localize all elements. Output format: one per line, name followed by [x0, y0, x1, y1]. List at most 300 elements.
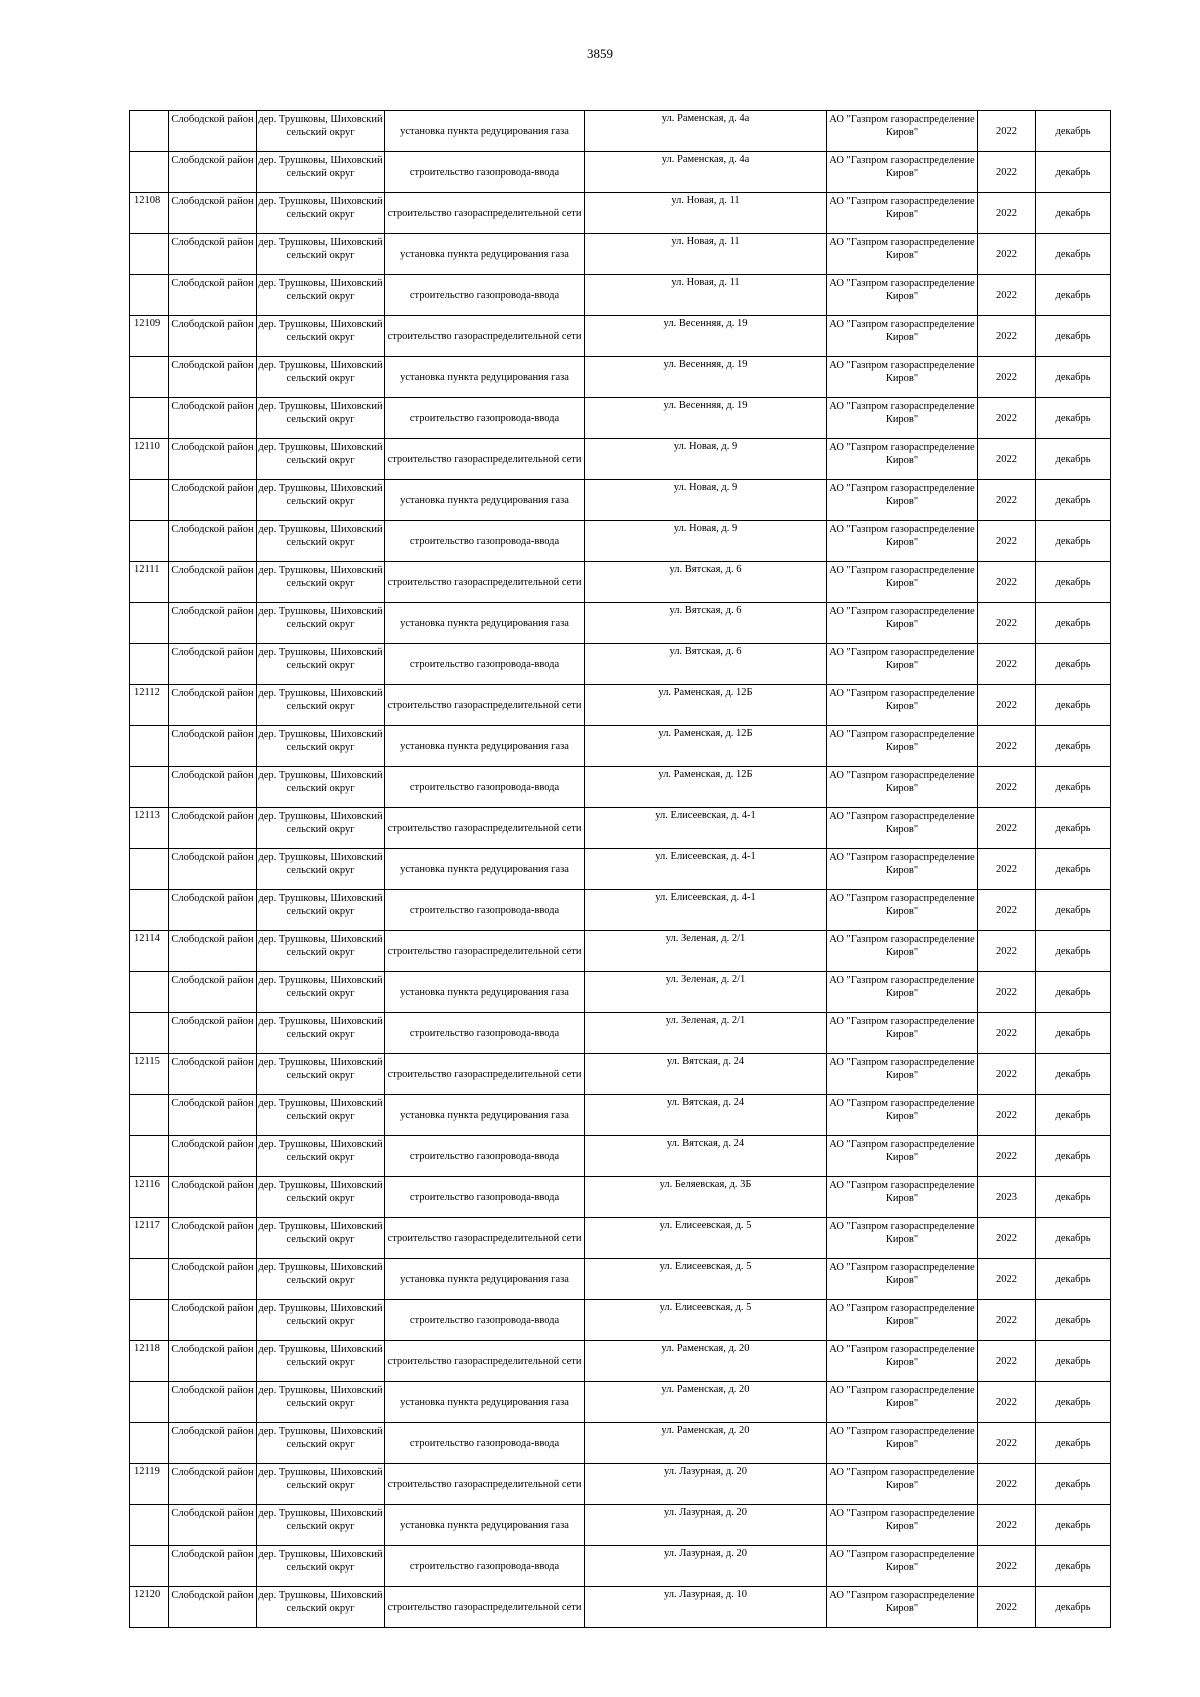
month-cell: декабрь	[1036, 1587, 1111, 1628]
row-number-cell: 12120	[130, 1587, 169, 1628]
settlement-cell-text: дер. Трушковы, Шиховский сельский округ	[258, 1302, 383, 1327]
work-type-cell: установка пункта редуцирования газа	[385, 111, 585, 152]
district-cell-text: Слободской район	[171, 1548, 254, 1560]
work-type-cell: строительство газопровода-ввода	[385, 1423, 585, 1464]
settlement-cell-text: дер. Трушковы, Шиховский сельский округ	[258, 1138, 383, 1163]
address-cell: ул. Елисеевская, д. 4-1	[585, 890, 827, 931]
address-cell: ул. Новая, д. 11	[585, 234, 827, 275]
district-cell	[169, 972, 257, 1013]
table-row	[130, 726, 1111, 767]
table-row	[130, 972, 1111, 1013]
settlement-cell-text: дер. Трушковы, Шиховский сельский округ	[258, 1220, 383, 1245]
district-cell	[169, 767, 257, 808]
year-cell: 2022	[978, 849, 1036, 890]
address-cell: ул. Вятская, д. 24	[585, 1136, 827, 1177]
page-number: 3859	[587, 46, 613, 61]
table-row	[130, 1423, 1111, 1464]
district-cell-text: Слободской район	[171, 154, 254, 166]
settlement-cell	[257, 1341, 385, 1382]
year-cell: 2022	[978, 439, 1036, 480]
month-cell: декабрь	[1036, 685, 1111, 726]
district-cell	[169, 1136, 257, 1177]
work-type-cell: строительство газораспределительной сети	[385, 439, 585, 480]
settlement-cell-text: дер. Трушковы, Шиховский сельский округ	[258, 974, 383, 999]
work-type-cell: строительство газопровода-ввода	[385, 1300, 585, 1341]
row-number-cell	[130, 1423, 169, 1464]
organization-cell-text: АО "Газпром газораспределение Киров"	[829, 1261, 975, 1286]
work-type-cell: строительство газопровода-ввода	[385, 644, 585, 685]
month-cell: декабрь	[1036, 562, 1111, 603]
settlement-cell	[257, 1136, 385, 1177]
organization-cell-text: АО "Газпром газораспределение Киров"	[829, 851, 975, 876]
month-cell: декабрь	[1036, 1464, 1111, 1505]
organization-cell	[827, 439, 978, 480]
organization-cell	[827, 521, 978, 562]
district-cell-text: Слободской район	[171, 605, 254, 617]
organization-cell	[827, 1136, 978, 1177]
settlement-cell	[257, 890, 385, 931]
year-cell: 2022	[978, 357, 1036, 398]
organization-cell-text: АО "Газпром газораспределение Киров"	[829, 113, 975, 138]
district-cell	[169, 644, 257, 685]
year-cell: 2022	[978, 1423, 1036, 1464]
month-cell: декабрь	[1036, 193, 1111, 234]
settlement-cell	[257, 398, 385, 439]
gasification-table	[129, 110, 1111, 1628]
work-type-cell: строительство газораспределительной сети	[385, 562, 585, 603]
settlement-cell	[257, 1587, 385, 1628]
organization-cell	[827, 1259, 978, 1300]
month-cell: декабрь	[1036, 1095, 1111, 1136]
year-cell: 2022	[978, 1505, 1036, 1546]
row-number-cell	[130, 1382, 169, 1423]
district-cell	[169, 726, 257, 767]
district-cell	[169, 521, 257, 562]
organization-cell-text: АО "Газпром газораспределение Киров"	[829, 154, 975, 179]
month-cell: декабрь	[1036, 726, 1111, 767]
year-cell: 2022	[978, 1136, 1036, 1177]
year-cell: 2022	[978, 1382, 1036, 1423]
settlement-cell-text: дер. Трушковы, Шиховский сельский округ	[258, 1015, 383, 1040]
row-number-cell	[130, 1505, 169, 1546]
district-cell-text: Слободской район	[171, 974, 254, 986]
district-cell	[169, 234, 257, 275]
settlement-cell-text: дер. Трушковы, Шиховский сельский округ	[258, 154, 383, 179]
settlement-cell	[257, 357, 385, 398]
year-cell: 2022	[978, 1259, 1036, 1300]
table-row	[130, 275, 1111, 316]
organization-cell	[827, 644, 978, 685]
organization-cell	[827, 1464, 978, 1505]
month-cell: декабрь	[1036, 152, 1111, 193]
district-cell	[169, 1300, 257, 1341]
organization-cell-text: АО "Газпром газораспределение Киров"	[829, 1507, 975, 1532]
row-number-cell: 12110	[130, 439, 169, 480]
month-cell: декабрь	[1036, 931, 1111, 972]
settlement-cell	[257, 931, 385, 972]
district-cell	[169, 152, 257, 193]
district-cell-text: Слободской район	[171, 769, 254, 781]
district-cell	[169, 1218, 257, 1259]
district-cell-text: Слободской район	[171, 195, 254, 207]
district-cell-text: Слободской район	[171, 113, 254, 125]
organization-cell	[827, 1423, 978, 1464]
district-cell-text: Слободской район	[171, 1507, 254, 1519]
work-type-cell: строительство газопровода-ввода	[385, 152, 585, 193]
district-cell-text: Слободской район	[171, 277, 254, 289]
settlement-cell	[257, 439, 385, 480]
organization-cell-text: АО "Газпром газораспределение Киров"	[829, 1138, 975, 1163]
work-type-cell: строительство газораспределительной сети	[385, 1341, 585, 1382]
year-cell: 2022	[978, 890, 1036, 931]
work-type-cell: строительство газопровода-ввода	[385, 1013, 585, 1054]
month-cell: декабрь	[1036, 1054, 1111, 1095]
year-cell: 2022	[978, 275, 1036, 316]
address-cell: ул. Раменская, д. 4а	[585, 152, 827, 193]
work-type-cell: строительство газораспределительной сети	[385, 685, 585, 726]
table-row	[130, 808, 1111, 849]
month-cell: декабрь	[1036, 521, 1111, 562]
district-cell-text: Слободской район	[171, 1343, 254, 1355]
address-cell: ул. Елисеевская, д. 4-1	[585, 808, 827, 849]
work-type-cell: установка пункта редуцирования газа	[385, 480, 585, 521]
organization-cell-text: АО "Газпром газораспределение Киров"	[829, 646, 975, 671]
table-row	[130, 111, 1111, 152]
settlement-cell-text: дер. Трушковы, Шиховский сельский округ	[258, 687, 383, 712]
organization-cell	[827, 398, 978, 439]
row-number-cell	[130, 152, 169, 193]
organization-cell-text: АО "Газпром газораспределение Киров"	[829, 810, 975, 835]
work-type-cell: установка пункта редуцирования газа	[385, 972, 585, 1013]
organization-cell	[827, 1505, 978, 1546]
district-cell	[169, 1382, 257, 1423]
month-cell: декабрь	[1036, 767, 1111, 808]
organization-cell	[827, 1546, 978, 1587]
row-number-cell	[130, 726, 169, 767]
settlement-cell	[257, 808, 385, 849]
address-cell: ул. Беляевская, д. 3Б	[585, 1177, 827, 1218]
work-type-cell: строительство газопровода-ввода	[385, 398, 585, 439]
address-cell: ул. Вятская, д. 24	[585, 1095, 827, 1136]
district-cell	[169, 193, 257, 234]
work-type-cell: установка пункта редуцирования газа	[385, 1505, 585, 1546]
table-row	[130, 1505, 1111, 1546]
district-cell	[169, 357, 257, 398]
organization-cell	[827, 890, 978, 931]
district-cell-text: Слободской район	[171, 892, 254, 904]
settlement-cell-text: дер. Трушковы, Шиховский сельский округ	[258, 728, 383, 753]
organization-cell-text: АО "Газпром газораспределение Киров"	[829, 687, 975, 712]
organization-cell	[827, 1382, 978, 1423]
row-number-cell	[130, 890, 169, 931]
work-type-cell: установка пункта редуцирования газа	[385, 1095, 585, 1136]
organization-cell	[827, 1300, 978, 1341]
settlement-cell	[257, 644, 385, 685]
work-type-cell: установка пункта редуцирования газа	[385, 1259, 585, 1300]
district-cell	[169, 1587, 257, 1628]
settlement-cell-text: дер. Трушковы, Шиховский сельский округ	[258, 359, 383, 384]
district-cell-text: Слободской район	[171, 1220, 254, 1232]
settlement-cell-text: дер. Трушковы, Шиховский сельский округ	[258, 523, 383, 548]
settlement-cell	[257, 603, 385, 644]
year-cell: 2022	[978, 603, 1036, 644]
work-type-cell: строительство газопровода-ввода	[385, 521, 585, 562]
district-cell	[169, 1505, 257, 1546]
settlement-cell-text: дер. Трушковы, Шиховский сельский округ	[258, 482, 383, 507]
district-cell	[169, 1546, 257, 1587]
year-cell: 2023	[978, 1177, 1036, 1218]
settlement-cell-text: дер. Трушковы, Шиховский сельский округ	[258, 1097, 383, 1122]
organization-cell-text: АО "Газпром газораспределение Киров"	[829, 1097, 975, 1122]
row-number-cell	[130, 1259, 169, 1300]
year-cell: 2022	[978, 1095, 1036, 1136]
table-row	[130, 398, 1111, 439]
settlement-cell-text: дер. Трушковы, Шиховский сельский округ	[258, 236, 383, 261]
settlement-cell	[257, 726, 385, 767]
district-cell	[169, 1423, 257, 1464]
address-cell: ул. Весенняя, д. 19	[585, 316, 827, 357]
row-number-cell: 12117	[130, 1218, 169, 1259]
settlement-cell-text: дер. Трушковы, Шиховский сельский округ	[258, 769, 383, 794]
address-cell: ул. Новая, д. 11	[585, 275, 827, 316]
year-cell: 2022	[978, 480, 1036, 521]
year-cell: 2022	[978, 644, 1036, 685]
address-cell: ул. Вятская, д. 24	[585, 1054, 827, 1095]
settlement-cell-text: дер. Трушковы, Шиховский сельский округ	[258, 810, 383, 835]
row-number-cell	[130, 357, 169, 398]
district-cell	[169, 808, 257, 849]
row-number-cell	[130, 972, 169, 1013]
district-cell-text: Слободской район	[171, 1179, 254, 1191]
organization-cell-text: АО "Газпром газораспределение Киров"	[829, 1056, 975, 1081]
settlement-cell-text: дер. Трушковы, Шиховский сельский округ	[258, 851, 383, 876]
month-cell: декабрь	[1036, 480, 1111, 521]
row-number-cell: 12114	[130, 931, 169, 972]
row-number-cell	[130, 767, 169, 808]
district-cell-text: Слободской район	[171, 1138, 254, 1150]
settlement-cell	[257, 562, 385, 603]
address-cell: ул. Раменская, д. 20	[585, 1341, 827, 1382]
district-cell	[169, 890, 257, 931]
organization-cell	[827, 111, 978, 152]
row-number-cell	[130, 1095, 169, 1136]
settlement-cell-text: дер. Трушковы, Шиховский сельский округ	[258, 605, 383, 630]
month-cell: декабрь	[1036, 1177, 1111, 1218]
district-cell-text: Слободской район	[171, 1589, 254, 1601]
work-type-cell: строительство газораспределительной сети	[385, 1464, 585, 1505]
organization-cell-text: АО "Газпром газораспределение Киров"	[829, 1548, 975, 1573]
organization-cell-text: АО "Газпром газораспределение Киров"	[829, 1302, 975, 1327]
year-cell: 2022	[978, 726, 1036, 767]
address-cell: ул. Раменская, д. 12Б	[585, 767, 827, 808]
year-cell: 2022	[978, 562, 1036, 603]
address-cell: ул. Раменская, д. 12Б	[585, 726, 827, 767]
settlement-cell-text: дер. Трушковы, Шиховский сельский округ	[258, 564, 383, 589]
address-cell: ул. Лазурная, д. 20	[585, 1546, 827, 1587]
address-cell: ул. Вятская, д. 6	[585, 562, 827, 603]
organization-cell-text: АО "Газпром газораспределение Киров"	[829, 400, 975, 425]
organization-cell-text: АО "Газпром газораспределение Киров"	[829, 769, 975, 794]
address-cell: ул. Зеленая, д. 2/1	[585, 931, 827, 972]
row-number-cell	[130, 644, 169, 685]
table-row	[130, 1587, 1111, 1628]
year-cell: 2022	[978, 1546, 1036, 1587]
month-cell: декабрь	[1036, 439, 1111, 480]
year-cell: 2022	[978, 521, 1036, 562]
organization-cell-text: АО "Газпром газораспределение Киров"	[829, 318, 975, 343]
address-cell: ул. Елисеевская, д. 5	[585, 1218, 827, 1259]
address-cell: ул. Новая, д. 9	[585, 480, 827, 521]
row-number-cell	[130, 603, 169, 644]
district-cell	[169, 931, 257, 972]
district-cell-text: Слободской район	[171, 1425, 254, 1437]
organization-cell-text: АО "Газпром газораспределение Киров"	[829, 1425, 975, 1450]
organization-cell	[827, 357, 978, 398]
organization-cell	[827, 603, 978, 644]
organization-cell	[827, 972, 978, 1013]
organization-cell-text: АО "Газпром газораспределение Киров"	[829, 277, 975, 302]
organization-cell-text: АО "Газпром газораспределение Киров"	[829, 441, 975, 466]
district-cell	[169, 439, 257, 480]
settlement-cell-text: дер. Трушковы, Шиховский сельский округ	[258, 1179, 383, 1204]
address-cell: ул. Вятская, д. 6	[585, 603, 827, 644]
year-cell: 2022	[978, 1218, 1036, 1259]
settlement-cell-text: дер. Трушковы, Шиховский сельский округ	[258, 1425, 383, 1450]
work-type-cell: установка пункта редуцирования газа	[385, 1382, 585, 1423]
row-number-cell	[130, 521, 169, 562]
district-cell-text: Слободской район	[171, 687, 254, 699]
settlement-cell	[257, 1177, 385, 1218]
year-cell: 2022	[978, 1464, 1036, 1505]
organization-cell	[827, 1341, 978, 1382]
district-cell-text: Слободской район	[171, 810, 254, 822]
address-cell: ул. Раменская, д. 12Б	[585, 685, 827, 726]
organization-cell	[827, 1218, 978, 1259]
table-row	[130, 480, 1111, 521]
row-number-cell: 12115	[130, 1054, 169, 1095]
organization-cell-text: АО "Газпром газораспределение Киров"	[829, 1179, 975, 1204]
work-type-cell: строительство газопровода-ввода	[385, 767, 585, 808]
row-number-cell: 12119	[130, 1464, 169, 1505]
year-cell: 2022	[978, 972, 1036, 1013]
district-cell	[169, 1013, 257, 1054]
settlement-cell	[257, 1423, 385, 1464]
district-cell	[169, 1341, 257, 1382]
work-type-cell: строительство газопровода-ввода	[385, 890, 585, 931]
year-cell: 2022	[978, 152, 1036, 193]
district-cell	[169, 111, 257, 152]
settlement-cell	[257, 1218, 385, 1259]
month-cell: декабрь	[1036, 111, 1111, 152]
settlement-cell	[257, 1095, 385, 1136]
year-cell: 2022	[978, 398, 1036, 439]
year-cell: 2022	[978, 1054, 1036, 1095]
row-number-cell	[130, 1546, 169, 1587]
work-type-cell: строительство газораспределительной сети	[385, 193, 585, 234]
year-cell: 2022	[978, 1300, 1036, 1341]
settlement-cell-text: дер. Трушковы, Шиховский сельский округ	[258, 1507, 383, 1532]
settlement-cell-text: дер. Трушковы, Шиховский сельский округ	[258, 277, 383, 302]
district-cell	[169, 603, 257, 644]
table-row	[130, 562, 1111, 603]
table-row	[130, 644, 1111, 685]
year-cell: 2022	[978, 234, 1036, 275]
organization-cell	[827, 480, 978, 521]
district-cell	[169, 275, 257, 316]
organization-cell	[827, 808, 978, 849]
row-number-cell	[130, 1136, 169, 1177]
year-cell: 2022	[978, 1013, 1036, 1054]
table-row	[130, 1136, 1111, 1177]
address-cell: ул. Лазурная, д. 20	[585, 1505, 827, 1546]
settlement-cell-text: дер. Трушковы, Шиховский сельский округ	[258, 1589, 383, 1614]
organization-cell-text: АО "Газпром газораспределение Киров"	[829, 1015, 975, 1040]
organization-cell	[827, 1177, 978, 1218]
organization-cell	[827, 849, 978, 890]
district-cell	[169, 1095, 257, 1136]
district-cell-text: Слободской район	[171, 728, 254, 740]
table-row	[130, 1464, 1111, 1505]
settlement-cell-text: дер. Трушковы, Шиховский сельский округ	[258, 441, 383, 466]
work-type-cell: строительство газораспределительной сети	[385, 316, 585, 357]
year-cell: 2022	[978, 316, 1036, 357]
month-cell: декабрь	[1036, 1259, 1111, 1300]
table-row	[130, 1382, 1111, 1423]
table-row	[130, 357, 1111, 398]
year-cell: 2022	[978, 111, 1036, 152]
table-body	[130, 111, 1111, 1628]
address-cell: ул. Елисеевская, д. 4-1	[585, 849, 827, 890]
address-cell: ул. Новая, д. 9	[585, 439, 827, 480]
organization-cell	[827, 1587, 978, 1628]
year-cell: 2022	[978, 193, 1036, 234]
organization-cell	[827, 1095, 978, 1136]
row-number-cell: 12112	[130, 685, 169, 726]
table-row	[130, 1259, 1111, 1300]
work-type-cell: строительство газопровода-ввода	[385, 1177, 585, 1218]
table-row	[130, 1300, 1111, 1341]
address-cell: ул. Елисеевская, д. 5	[585, 1259, 827, 1300]
table-row	[130, 439, 1111, 480]
district-cell-text: Слободской район	[171, 236, 254, 248]
district-cell	[169, 1259, 257, 1300]
row-number-cell	[130, 275, 169, 316]
organization-cell-text: АО "Газпром газораспределение Киров"	[829, 1343, 975, 1368]
row-number-cell: 12118	[130, 1341, 169, 1382]
district-cell-text: Слободской район	[171, 318, 254, 330]
settlement-cell-text: дер. Трушковы, Шиховский сельский округ	[258, 1343, 383, 1368]
settlement-cell-text: дер. Трушковы, Шиховский сельский округ	[258, 646, 383, 671]
district-cell-text: Слободской район	[171, 359, 254, 371]
table-row	[130, 890, 1111, 931]
organization-cell	[827, 316, 978, 357]
district-cell	[169, 480, 257, 521]
settlement-cell	[257, 152, 385, 193]
table-row	[130, 521, 1111, 562]
month-cell: декабрь	[1036, 1013, 1111, 1054]
month-cell: декабрь	[1036, 275, 1111, 316]
table-row	[130, 193, 1111, 234]
year-cell: 2022	[978, 931, 1036, 972]
organization-cell-text: АО "Газпром газораспределение Киров"	[829, 1589, 975, 1614]
work-type-cell: строительство газопровода-ввода	[385, 1136, 585, 1177]
address-cell: ул. Новая, д. 11	[585, 193, 827, 234]
table-row	[130, 685, 1111, 726]
row-number-cell	[130, 1300, 169, 1341]
work-type-cell: строительство газопровода-ввода	[385, 275, 585, 316]
address-cell: ул. Новая, д. 9	[585, 521, 827, 562]
settlement-cell	[257, 1013, 385, 1054]
